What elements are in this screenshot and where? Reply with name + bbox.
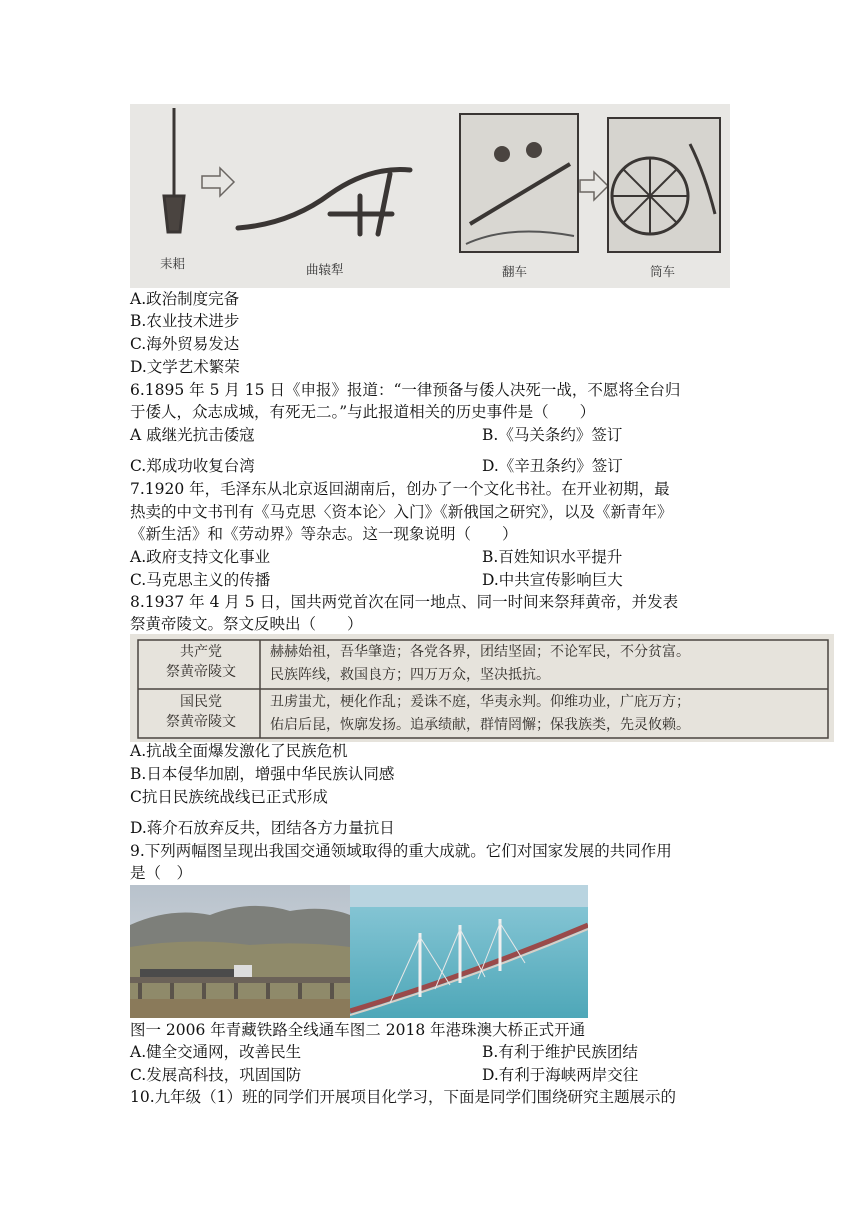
table-row1-head-party: 共产党: [180, 644, 222, 660]
q6-option-c: C.郑成功收复台湾: [130, 457, 255, 475]
label-leisi: 耒耜: [160, 256, 186, 271]
q6-option-d: D.《辛丑条约》签订: [482, 457, 623, 475]
q5-option-b: B.农业技术进步: [130, 312, 240, 330]
q7-option-d: D.中共宣传影响巨大: [482, 571, 623, 589]
q8-option-d: D.蒋介石放弃反共，团结各方力量抗日: [130, 819, 395, 837]
q9-stem-line2: 是（ ）: [130, 864, 193, 882]
table-row1-line1: 赫赫始祖，吾华肇造；各党各界，团结坚固；不论军民，不分贫富。: [270, 644, 690, 660]
table-row2-line2: 佑启后昆，恢廓发扬。追承绩献，群情罔懈；保我族类，先灵攸赖。: [270, 717, 690, 733]
q7-option-c: C.马克思主义的传播: [130, 571, 271, 589]
q7-stem-line1: 7.1920 年，毛泽东从北京返回湖南后，创办了一个文化书社。在开业初期，最: [130, 480, 670, 498]
hk-zhuhai-macao-bridge-photo: [350, 885, 588, 1018]
q9-figure-caption: 图一 2006 年青藏铁路全线通车图二 2018 年港珠澳大桥正式开通: [130, 1021, 586, 1039]
label-fanche: 翻车: [502, 264, 528, 279]
q9-option-d: D.有利于海峡两岸交往: [482, 1066, 639, 1084]
table-row2-line1: 丑虏蚩尤，梗化作乱；爰诛不庭，华夷永判。仰维功业，广庇万方；: [270, 694, 690, 710]
q8-option-c: C抗日民族统战线已正式形成: [130, 788, 328, 806]
q7-stem-line2: 热卖的中文书刊有《马克思〈资本论〉入门》《新俄国之研究》，以及《新青年》: [130, 503, 673, 521]
table-row1-head-title: 祭黄帝陵文: [166, 664, 236, 680]
table-row2-head-party: 国民党: [180, 694, 222, 710]
label-curved-plough: 曲辕犁: [306, 262, 344, 277]
q10-stem-line1: 10.九年级（1）班的同学们开展项目化学习，下面是同学们围绕研究主题展示的: [130, 1088, 677, 1106]
eulogy-table-photo: [130, 634, 834, 742]
tongche-drawing: [608, 118, 720, 252]
q7-option-b: B.百姓知识水平提升: [482, 548, 623, 566]
q7-stem-line3: 《新生活》和《劳动界》等杂志。这一现象说明（ ）: [130, 525, 518, 543]
q5-option-c: C.海外贸易发达: [130, 335, 240, 353]
q6-stem-line2: 于倭人，众志成城，有死无二。”与此报道相关的历史事件是（ ）: [130, 403, 596, 421]
qinghai-tibet-railway-photo: [130, 885, 350, 1018]
q9-option-b: B.有利于维护民族团结: [482, 1043, 638, 1061]
q6-option-b: B.《马关条约》签订: [482, 426, 623, 444]
q9-option-a: A.健全交通网，改善民生: [130, 1043, 302, 1061]
q8-option-a: A.抗战全面爆发激化了民族危机: [130, 742, 348, 760]
q9-stem-line1: 9.下列两幅图呈现出我国交通领域取得的重大成就。它们对国家发展的共同作用: [130, 842, 672, 860]
q8-stem-line2: 祭黄帝陵文。祭文反映出（ ）: [130, 615, 363, 633]
table-row2-head-title: 祭黄帝陵文: [166, 714, 236, 730]
q5-option-a: A.政治制度完备: [130, 290, 240, 308]
q8-option-b: B.日本侵华加剧，增强中华民族认同感: [130, 765, 395, 783]
q5-option-d: D.文学艺术繁荣: [130, 358, 240, 376]
table-row1-line2: 民族阵线，救国良方；四万万众，坚决抵抗。: [270, 667, 550, 683]
q6-stem-line1: 6.1895 年 5 月 15 日《申报》报道：“一律预备与倭人决死一战，不愿将全台归: [130, 381, 681, 399]
q7-option-a: A.政府支持文化事业: [130, 548, 271, 566]
fanche-drawing: [460, 114, 578, 252]
farm-tools-figure: [130, 104, 730, 288]
q6-option-a: A 戚继光抗击倭寇: [130, 426, 255, 444]
q9-option-c: C.发展高科技，巩固国防: [130, 1066, 302, 1084]
q8-stem-line1: 8.1937 年 4 月 5 日，国共两党首次在同一地点、同一时间来祭拜黄帝，并发表: [130, 593, 679, 611]
label-tongche: 筒车: [650, 264, 676, 279]
